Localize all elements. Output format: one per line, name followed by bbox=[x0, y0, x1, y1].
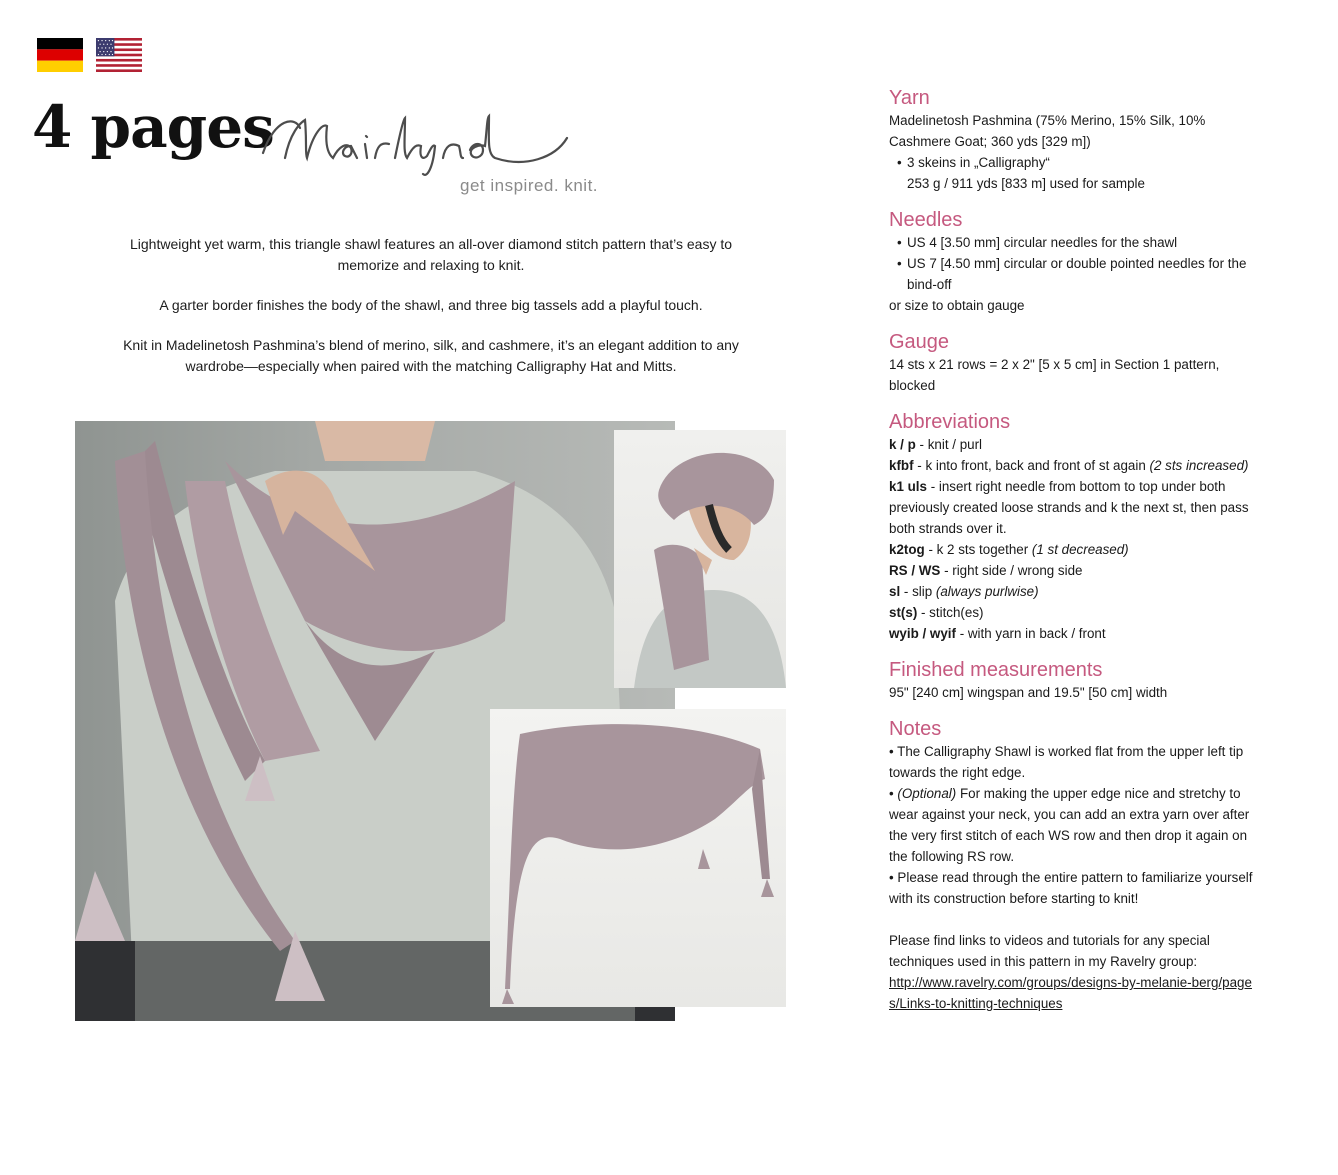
needles-item: • US 7 [4.50 mm] circular or double pointed needles for the bind-off bbox=[889, 253, 1261, 295]
abbreviations-heading: Abbreviations bbox=[889, 411, 1011, 433]
yarn-section bbox=[889, 86, 1261, 194]
gauge-section bbox=[889, 330, 1261, 396]
shawl-flat-photo bbox=[490, 709, 786, 1007]
abbreviation-item: k2tog - k 2 sts together (1 st decreased) bbox=[889, 542, 1129, 557]
abbreviation-item: st(s) - stitch(es) bbox=[889, 605, 984, 620]
yarn-used-note: 253 g / 911 yds [833 m] used for sample bbox=[907, 176, 1145, 191]
brand-logo bbox=[255, 98, 599, 208]
notes-section bbox=[889, 717, 1261, 1014]
needles-section bbox=[889, 208, 1261, 316]
abbreviation-item: RS / WS - right side / wrong side bbox=[889, 563, 1083, 578]
us-flag-icon[interactable] bbox=[96, 38, 142, 72]
measurements-section bbox=[889, 658, 1261, 703]
measurements-text: 95" [240 cm] wingspan and 19.5" [50 cm] width bbox=[889, 685, 1168, 700]
note-item: • The Calligraphy Shawl is worked flat from the upper left tip towards the right edge. bbox=[889, 744, 1244, 780]
intro-paragraph: Lightweight yet warm, this triangle shawl features an all-over diamond stitch pattern that’s easy to memorize and relaxing to knit. bbox=[129, 236, 733, 273]
yarn-heading: Yarn bbox=[889, 87, 930, 109]
hat-and-mitts-photo bbox=[614, 430, 786, 688]
german-flag-icon[interactable] bbox=[37, 38, 83, 72]
measurements-heading: Finished measurements bbox=[889, 659, 1103, 681]
needles-note: or size to obtain gauge bbox=[889, 298, 1025, 313]
abbreviation-item: k / p - knit / purl bbox=[889, 437, 983, 452]
yarn-description: Madelinetosh Pashmina (75% Merino, 15% Silk, 10% Cashmere Goat; 360 yds [329 m]) bbox=[889, 113, 1206, 149]
intro-paragraph: A garter border finishes the body of the shawl, and three big tassels add a playful touch. bbox=[159, 297, 703, 313]
abbreviation-item: wyib / wyif - with yarn in back / front bbox=[889, 626, 1106, 641]
notes-heading: Notes bbox=[889, 718, 942, 740]
mairlynd-script-logo bbox=[255, 98, 575, 178]
links-intro: Please find links to videos and tutorials for any special techniques used in this pattern in my Ravelry group: bbox=[889, 933, 1210, 969]
note-item: • Please read through the entire pattern to familiarize yourself with its construction before starting to knit! bbox=[889, 870, 1253, 906]
gauge-text: 14 sts x 21 rows = 2 x 2" [5 x 5 cm] in Section 1 pattern, blocked bbox=[889, 357, 1220, 393]
abbreviation-item: sl - slip (always purlwise) bbox=[889, 584, 1039, 599]
ravelry-link[interactable]: http://www.ravelry.com/groups/designs-by-melanie-berg/pages/Links-to-knitting-techniques bbox=[889, 975, 1252, 1011]
abbreviation-item: k1 uls - insert right needle from bottom to top under both previously created loose strands and k the next st, then pass both strands over it. bbox=[889, 479, 1249, 536]
yarn-skeins: • 3 skeins in „Calligraphy“ bbox=[889, 152, 1261, 173]
page-count-title: 4 pages bbox=[32, 93, 274, 161]
pattern-info-column bbox=[889, 86, 1261, 1028]
note-item: • (Optional) For making the upper edge nice and stretchy to wear against your neck, you can add an extra yarn over after the very first stitch of each WS row and then drop it again on the following RS row. bbox=[889, 786, 1250, 864]
abbreviation-item: kfbf - k into front, back and front of st again (2 sts increased) bbox=[889, 458, 1249, 473]
logo-tagline: get inspired. knit. bbox=[460, 176, 599, 195]
needles-heading: Needles bbox=[889, 209, 963, 231]
intro-paragraph: Knit in Madelinetosh Pashmina’s blend of merino, silk, and cashmere, it’s an elegant addition to any wardrobe—especially when paired with the matching Calligraphy Hat and Mitts. bbox=[123, 337, 739, 374]
intro-description bbox=[100, 234, 762, 396]
abbreviations-section bbox=[889, 410, 1261, 644]
gauge-heading: Gauge bbox=[889, 331, 950, 353]
needles-item: • US 4 [3.50 mm] circular needles for the shawl bbox=[889, 232, 1261, 253]
